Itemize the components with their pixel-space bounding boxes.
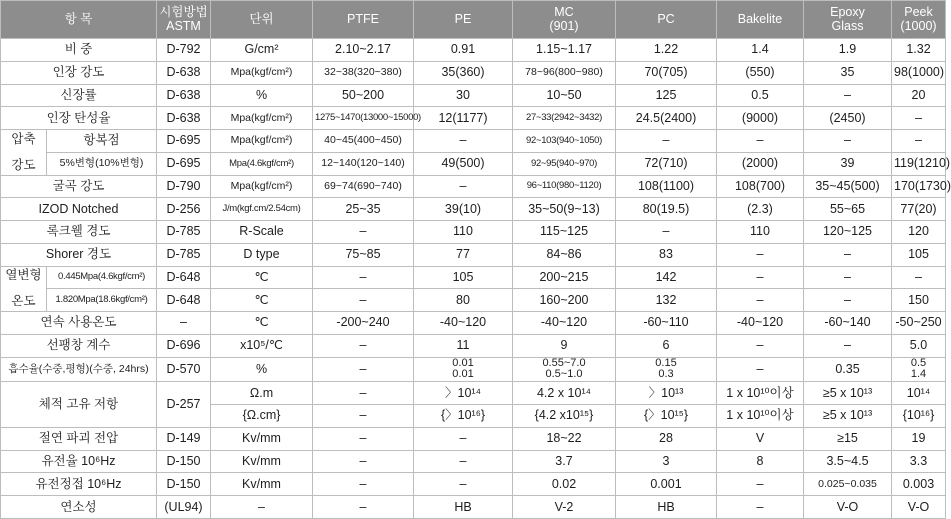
astm-cell: D-695 <box>157 130 211 153</box>
pe-cell: 0.01 0.01 <box>414 357 513 382</box>
mc-cell: 4.2 x 10¹⁴ <box>513 382 616 405</box>
bakelite-cell: 0.5 <box>717 84 804 107</box>
pe-cell: HB <box>414 496 513 519</box>
row-label: 유전정접 10⁶Hz <box>1 473 157 496</box>
pe-cell: 30 <box>414 84 513 107</box>
bakelite-cell: -40~120 <box>717 312 804 335</box>
row-label: 인장 탄성율 <box>1 107 157 130</box>
unit-cell: G/cm² <box>211 39 313 62</box>
astm-cell: D-695 <box>157 152 211 175</box>
pc-cell: – <box>616 221 717 244</box>
pc-cell: 〉10¹³ <box>616 382 717 405</box>
header-peek: Peek (1000) <box>892 1 946 39</box>
unit-cell: ℃ <box>211 312 313 335</box>
peek-cell: 1.32 <box>892 39 946 62</box>
peek-cell: 0.003 <box>892 473 946 496</box>
peek-cell: 77(20) <box>892 198 946 221</box>
pe-cell: 77 <box>414 243 513 266</box>
ptfe-cell: – <box>313 496 414 519</box>
table-row <box>1 243 946 266</box>
astm-cell: – <box>157 312 211 335</box>
table-row <box>1 84 946 107</box>
unit-cell: % <box>211 84 313 107</box>
astm-cell: D-149 <box>157 427 211 450</box>
ptfe-cell: – <box>313 450 414 473</box>
mc-cell: 0.55~7.0 0.5~1.0 <box>513 357 616 382</box>
peek-cell: 119(1210) <box>892 152 946 175</box>
row-label: 비 중 <box>1 39 157 62</box>
bakelite-cell: 1 x 10¹⁰이상 <box>717 382 804 405</box>
pe-cell: – <box>414 427 513 450</box>
pc-cell: 1.22 <box>616 39 717 62</box>
mc-cell: 200~215 <box>513 266 616 289</box>
astm-cell: D-792 <box>157 39 211 62</box>
table-row <box>1 175 946 198</box>
mc-cell: 9 <box>513 334 616 357</box>
bakelite-cell: – <box>717 289 804 312</box>
epoxy-cell: 35 <box>804 61 892 84</box>
epoxy-cell: ≥5 x 10¹³ <box>804 405 892 428</box>
pe-cell: 0.91 <box>414 39 513 62</box>
pe-cell: 110 <box>414 221 513 244</box>
epoxy-cell: ≥5 x 10¹³ <box>804 382 892 405</box>
peek-cell: 120 <box>892 221 946 244</box>
bakelite-cell: – <box>717 357 804 382</box>
table-row <box>1 382 946 405</box>
mc-cell: 92~95(940~970) <box>513 152 616 175</box>
unit-cell: – <box>211 496 313 519</box>
unit-cell: Kv/mm <box>211 473 313 496</box>
pe-cell: – <box>414 175 513 198</box>
pe-cell: 105 <box>414 266 513 289</box>
row-label: 연속 사용온도 <box>1 312 157 335</box>
pe-cell: 80 <box>414 289 513 312</box>
unit-cell: ℃ <box>211 289 313 312</box>
ptfe-cell: – <box>313 473 414 496</box>
ptfe-cell: 1275~1470(13000~15000) <box>313 107 414 130</box>
bakelite-cell: – <box>717 243 804 266</box>
mc-cell: 27~33(2942~3432) <box>513 107 616 130</box>
table-row <box>1 266 946 289</box>
ptfe-cell: 32~38(320~380) <box>313 61 414 84</box>
ptfe-cell: 69~74(690~740) <box>313 175 414 198</box>
header-unit: 단위 <box>211 1 313 39</box>
ptfe-cell: – <box>313 266 414 289</box>
epoxy-cell: (2450) <box>804 107 892 130</box>
astm-cell: D-638 <box>157 107 211 130</box>
pc-cell: 83 <box>616 243 717 266</box>
ptfe-cell: – <box>313 357 414 382</box>
mc-cell: 78~96(800~980) <box>513 61 616 84</box>
pe-cell: {〉10¹⁶} <box>414 405 513 428</box>
epoxy-cell: – <box>804 130 892 153</box>
row-label: 흡수율(수중,평형)(수중, 24hrs) <box>1 357 157 382</box>
epoxy-cell: -60~140 <box>804 312 892 335</box>
astm-cell: D-696 <box>157 334 211 357</box>
row-label: 유전율 10⁶Hz <box>1 450 157 473</box>
header-bakelite: Bakelite <box>717 1 804 39</box>
peek-cell: 98(1000) <box>892 61 946 84</box>
row-label: 인장 강도 <box>1 61 157 84</box>
epoxy-cell: – <box>804 266 892 289</box>
mc-cell: 1.15~1.17 <box>513 39 616 62</box>
ptfe-cell: 25~35 <box>313 198 414 221</box>
epoxy-cell: ≥15 <box>804 427 892 450</box>
unit-cell: Mpa(kgf/cm²) <box>211 61 313 84</box>
pc-cell: 28 <box>616 427 717 450</box>
peek-cell: 10¹⁴ <box>892 382 946 405</box>
epoxy-cell: – <box>804 289 892 312</box>
row-label: IZOD Notched <box>1 198 157 221</box>
header-pc: PC <box>616 1 717 39</box>
row-label: 0.445Mpa(4.6kgf/cm²) <box>47 266 157 289</box>
pc-cell: -60~110 <box>616 312 717 335</box>
mc-cell: 160~200 <box>513 289 616 312</box>
mc-cell: 18~22 <box>513 427 616 450</box>
table-row <box>1 130 946 153</box>
astm-cell: D-790 <box>157 175 211 198</box>
unit-cell: Kv/mm <box>211 427 313 450</box>
pc-cell: 132 <box>616 289 717 312</box>
row-label: 선팽창 계수 <box>1 334 157 357</box>
epoxy-cell: 0.025~0.035 <box>804 473 892 496</box>
ptfe-cell: – <box>313 427 414 450</box>
bakelite-cell: (550) <box>717 61 804 84</box>
ptfe-cell: – <box>313 289 414 312</box>
bakelite-cell: – <box>717 473 804 496</box>
epoxy-cell: 3.5~4.5 <box>804 450 892 473</box>
unit-cell: Kv/mm <box>211 450 313 473</box>
peek-cell: – <box>892 130 946 153</box>
pe-cell: – <box>414 473 513 496</box>
header-ptfe: PTFE <box>313 1 414 39</box>
ptfe-cell: – <box>313 221 414 244</box>
pc-cell: 108(1100) <box>616 175 717 198</box>
pc-cell: HB <box>616 496 717 519</box>
pc-cell: 70(705) <box>616 61 717 84</box>
astm-cell: D-638 <box>157 84 211 107</box>
row-label: 연소성 <box>1 496 157 519</box>
bakelite-cell: 8 <box>717 450 804 473</box>
pc-cell: 6 <box>616 334 717 357</box>
table-row <box>1 357 946 382</box>
header-row <box>1 1 946 39</box>
peek-cell: – <box>892 107 946 130</box>
ptfe-cell: 75~85 <box>313 243 414 266</box>
pc-cell: 0.001 <box>616 473 717 496</box>
table-row <box>1 39 946 62</box>
pe-cell: 35(360) <box>414 61 513 84</box>
unit-cell: {Ω.cm} <box>211 405 313 428</box>
unit-cell: D type <box>211 243 313 266</box>
mc-cell: 10~50 <box>513 84 616 107</box>
unit-cell: Ω.m <box>211 382 313 405</box>
pc-cell: 125 <box>616 84 717 107</box>
bakelite-cell: 108(700) <box>717 175 804 198</box>
astm-cell: D-785 <box>157 243 211 266</box>
unit-cell: Mpa(kgf/cm²) <box>211 130 313 153</box>
table-row <box>1 450 946 473</box>
pc-cell: 142 <box>616 266 717 289</box>
table-row <box>1 496 946 519</box>
row-label: Shorer 경도 <box>1 243 157 266</box>
row-label: 신장률 <box>1 84 157 107</box>
epoxy-cell: 39 <box>804 152 892 175</box>
ptfe-cell: – <box>313 334 414 357</box>
row-label: 절연 파괴 전압 <box>1 427 157 450</box>
header-astm: 시험방법 ASTM <box>157 1 211 39</box>
ptfe-cell: 40~45(400~450) <box>313 130 414 153</box>
ptfe-cell: 50~200 <box>313 84 414 107</box>
table-row <box>1 473 946 496</box>
unit-cell: % <box>211 357 313 382</box>
ptfe-cell: -200~240 <box>313 312 414 335</box>
header-epoxy: Epoxy Glass <box>804 1 892 39</box>
epoxy-cell: V-O <box>804 496 892 519</box>
bakelite-cell: – <box>717 496 804 519</box>
bakelite-cell: (2000) <box>717 152 804 175</box>
astm-cell: D-150 <box>157 450 211 473</box>
header-item: 항 목 <box>1 1 157 39</box>
peek-cell: 0.5 1.4 <box>892 357 946 382</box>
row-label: 굴곡 강도 <box>1 175 157 198</box>
row-label: 1.820Mpa(18.6kgf/cm²) <box>47 289 157 312</box>
bakelite-cell: 1.4 <box>717 39 804 62</box>
pe-cell: -40~120 <box>414 312 513 335</box>
table-row <box>1 61 946 84</box>
table-row <box>1 152 946 175</box>
peek-cell: 105 <box>892 243 946 266</box>
epoxy-cell: 120~125 <box>804 221 892 244</box>
pc-cell: 3 <box>616 450 717 473</box>
astm-cell: D-785 <box>157 221 211 244</box>
table-row <box>1 334 946 357</box>
pc-cell: 80(19.5) <box>616 198 717 221</box>
astm-cell: D-648 <box>157 266 211 289</box>
astm-cell: D-638 <box>157 61 211 84</box>
mc-cell: -40~120 <box>513 312 616 335</box>
peek-cell: 150 <box>892 289 946 312</box>
bakelite-cell: – <box>717 334 804 357</box>
peek-cell: -50~250 <box>892 312 946 335</box>
bakelite-cell: (9000) <box>717 107 804 130</box>
mc-cell: {4.2 x10¹⁵} <box>513 405 616 428</box>
peek-cell: 20 <box>892 84 946 107</box>
table-row <box>1 427 946 450</box>
pe-cell: 39(10) <box>414 198 513 221</box>
astm-cell: (UL94) <box>157 496 211 519</box>
mc-cell: 115~125 <box>513 221 616 244</box>
astm-cell: D-570 <box>157 357 211 382</box>
row-label: 5%변형(10%변형) <box>47 152 157 175</box>
astm-cell: D-257 <box>157 382 211 428</box>
mc-cell: 92~103(940~1050) <box>513 130 616 153</box>
table-row <box>1 221 946 244</box>
row-label: 체적 고유 저항 <box>1 382 157 428</box>
unit-cell: ℃ <box>211 266 313 289</box>
unit-cell: R-Scale <box>211 221 313 244</box>
row-label: 록크웰 경도 <box>1 221 157 244</box>
pe-cell: 11 <box>414 334 513 357</box>
unit-cell: Mpa(kgf/cm²) <box>211 107 313 130</box>
ptfe-cell: – <box>313 382 414 405</box>
bakelite-cell: – <box>717 130 804 153</box>
mc-cell: V-2 <box>513 496 616 519</box>
peek-cell: V-O <box>892 496 946 519</box>
pc-cell: 0.15 0.3 <box>616 357 717 382</box>
mc-cell: 3.7 <box>513 450 616 473</box>
table-row <box>1 107 946 130</box>
pc-cell: – <box>616 130 717 153</box>
unit-cell: x10⁵/℃ <box>211 334 313 357</box>
ptfe-cell: 12~140(120~140) <box>313 152 414 175</box>
header-pe: PE <box>414 1 513 39</box>
epoxy-cell: – <box>804 243 892 266</box>
peek-cell: – <box>892 266 946 289</box>
pc-cell: {〉10¹⁵} <box>616 405 717 428</box>
pe-cell: – <box>414 450 513 473</box>
epoxy-cell: 0.35 <box>804 357 892 382</box>
bakelite-cell: V <box>717 427 804 450</box>
mc-cell: 35~50(9~13) <box>513 198 616 221</box>
ptfe-cell: 2.10~2.17 <box>313 39 414 62</box>
epoxy-cell: 1.9 <box>804 39 892 62</box>
header-mc: MC (901) <box>513 1 616 39</box>
table-row <box>1 198 946 221</box>
unit-cell: Mpa(kgf/cm²) <box>211 175 313 198</box>
epoxy-cell: – <box>804 84 892 107</box>
mc-cell: 84~86 <box>513 243 616 266</box>
epoxy-cell: 55~65 <box>804 198 892 221</box>
pe-cell: – <box>414 130 513 153</box>
group-label-hdt: 열변형 온도 <box>1 266 47 312</box>
unit-cell: J/m(kgf.cm/2.54cm) <box>211 198 313 221</box>
peek-cell: 3.3 <box>892 450 946 473</box>
pe-cell: 12(1177) <box>414 107 513 130</box>
unit-cell: Mpa(4.6kgf/cm²) <box>211 152 313 175</box>
epoxy-cell: 35~45(500) <box>804 175 892 198</box>
mc-cell: 0.02 <box>513 473 616 496</box>
table-row <box>1 312 946 335</box>
pe-cell: 49(500) <box>414 152 513 175</box>
peek-cell: 170(1730) <box>892 175 946 198</box>
table-row <box>1 289 946 312</box>
pe-cell: 〉10¹⁴ <box>414 382 513 405</box>
astm-cell: D-256 <box>157 198 211 221</box>
bakelite-cell: (2.3) <box>717 198 804 221</box>
peek-cell: {10¹⁶} <box>892 405 946 428</box>
astm-cell: D-648 <box>157 289 211 312</box>
bakelite-cell: 1 x 10¹⁰이상 <box>717 405 804 428</box>
ptfe-cell: – <box>313 405 414 428</box>
mc-cell: 96~110(980~1120) <box>513 175 616 198</box>
group-label-compressive: 압축 강도 <box>1 130 47 176</box>
astm-cell: D-150 <box>157 473 211 496</box>
epoxy-cell: – <box>804 334 892 357</box>
peek-cell: 19 <box>892 427 946 450</box>
peek-cell: 5.0 <box>892 334 946 357</box>
row-label: 항복점 <box>47 130 157 153</box>
pc-cell: 24.5(2400) <box>616 107 717 130</box>
bakelite-cell: 110 <box>717 221 804 244</box>
bakelite-cell: – <box>717 266 804 289</box>
pc-cell: 72(710) <box>616 152 717 175</box>
